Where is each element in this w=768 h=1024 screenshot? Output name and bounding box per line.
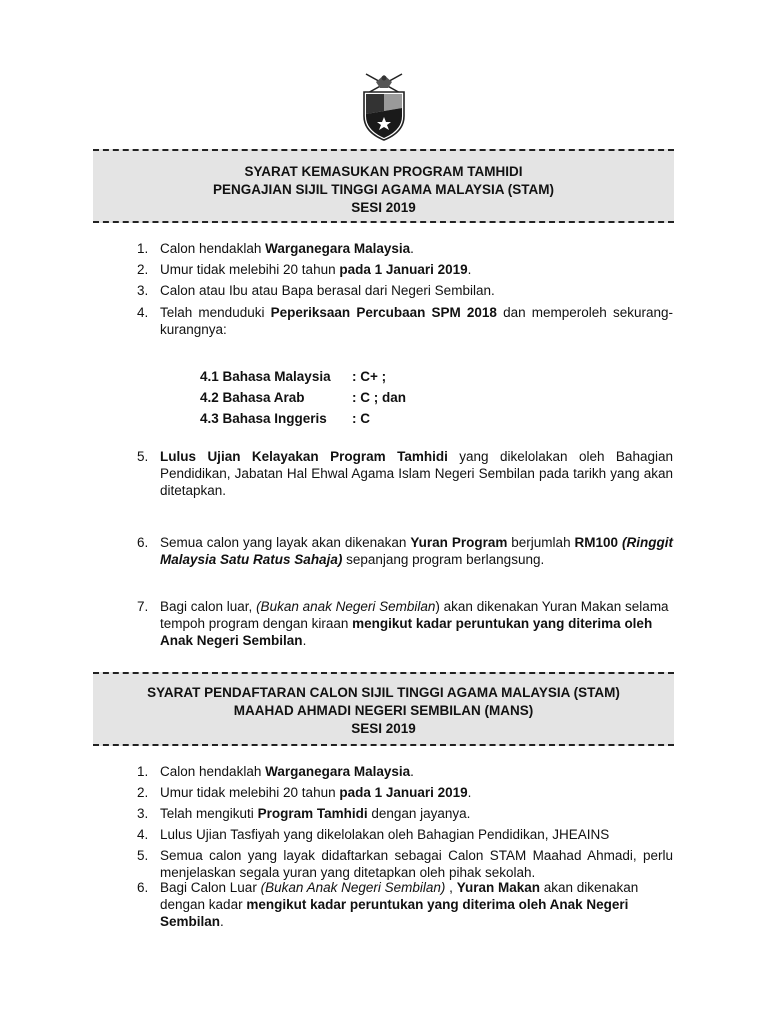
text-run: Calon atau Ibu atau Bapa berasal dari Negeri Sembilan. [160,283,495,298]
text-run: , [445,880,457,895]
section-2-header [93,672,674,746]
text-run: (Bukan Anak Negeri Sembilan) [260,880,446,895]
text-run: Calon hendaklah [160,241,266,256]
text-run: Yuran Program [410,535,508,550]
section-1-title-line: PENGAJIAN SIJIL TINGGI AGAMA MALAYSIA (STAM) [212,182,555,197]
list-item-text [160,805,673,822]
text-run: dan memperoleh sekurang-kurangnya: [160,305,673,337]
text-run: Telah menduduki [160,305,271,320]
state-crest-logo [358,70,410,142]
list-item-text [160,826,673,843]
text-run: Peperiksaan Percubaan SPM 2018 [270,305,497,320]
text-run: Bagi Calon Luar [160,880,261,895]
list-item-number: 3. [137,806,149,821]
list-item-text [160,847,673,881]
list-item-number: 4. [137,827,149,842]
text-run: Warganegara Malaysia [265,764,411,779]
text-run: Lulus Ujian Kelayakan Program Tamhidi [160,449,448,464]
text-run: RM100 [574,535,619,550]
subject-grade: : C [352,411,370,426]
list-item-number: 6. [137,880,149,895]
section-1-header [93,149,674,223]
subject-row [200,389,406,406]
section-1-title-line: SYARAT KEMASUKAN PROGRAM TAMHIDI [244,164,523,179]
list-item-text [160,448,673,499]
list-item-text [160,240,673,257]
text-run: mengikut kadar peruntukan yang diterima oleh Anak Negeri Sembilan [160,616,653,648]
text-run: Calon hendaklah [160,764,266,779]
section-2-title-line: SESI 2019 [351,721,416,736]
subject-label: 4.3 Bahasa Inggeris [200,411,327,426]
text-run: Bagi calon luar, [160,599,257,614]
text-run: mengikut kadar peruntukan yang diterima oleh Anak Negeri Sembilan [160,897,629,929]
text-run: . [467,262,472,277]
text-run: ) akan dikenakan Yuran Makan selama tempoh program dengan kiraan [160,599,669,631]
text-run: . [410,764,414,779]
text-run: . [220,914,224,929]
list-item-number: 1. [137,764,149,779]
text-run: Umur tidak melebihi 20 tahun [160,262,340,277]
subject-label: 4.2 Bahasa Arab [200,390,305,405]
list-item-number: 5. [137,449,149,464]
list-item-text [160,282,673,299]
subject-label: 4.1 Bahasa Malaysia [200,369,331,384]
text-run: Lulus Ujian Tasfiyah yang dikelolakan oleh Bahagian Pendidikan, JHEAINS [160,827,610,842]
section-2-title-line: MAAHAD AHMADI NEGERI SEMBILAN (MANS) [233,703,534,718]
text-run: . [410,241,414,256]
text-run: Semua calon yang layak didaftarkan sebagai Calon STAM Maahad Ahmadi, perlu menjelaskan segala yuran yang ditetapkan oleh pihak sekolah. [160,848,673,880]
text-run: (Bukan anak Negeri Sembilan [256,599,436,614]
text-run: yang dikelolakan oleh Bahagian Pendidikan, Jabatan Hal Ehwal Agama Islam Negeri Sembilan pada tarikh yang akan ditetapkan. [160,449,673,498]
list-item-number: 5. [137,848,149,863]
text-run: . [302,633,307,648]
list-item-number: 4. [137,305,149,320]
text-run: Semua calon yang layak akan dikenakan [160,535,411,550]
text-run: pada 1 Januari 2019 [339,785,468,800]
text-run: berjumlah [507,535,575,550]
list-item-text [160,534,673,568]
list-item-number: 2. [137,262,149,277]
list-item-number: 3. [137,283,149,298]
text-run: (Ringgit Malaysia Satu Ratus Sahaja) [160,535,673,567]
list-item-text [160,598,673,649]
text-run: sepanjang program berlangsung. [342,552,545,567]
list-item-number: 2. [137,785,149,800]
section-1-title-line: SESI 2019 [351,200,416,215]
list-item-text [160,304,673,338]
subject-row [200,410,370,427]
text-run: . [467,785,472,800]
list-item-text [160,784,673,801]
subject-grade: : C ; dan [352,390,406,405]
list-item-number: 1. [137,241,149,256]
list-item-number: 7. [137,599,149,614]
text-run: Telah mengikuti [160,806,258,821]
list-item-text [160,879,673,930]
list-item-text [160,261,673,278]
text-run: akan dikenakan dengan kadar [160,880,639,912]
list-item-number: 6. [137,535,149,550]
subject-row [200,368,386,385]
text-run: Program Tamhidi [257,806,368,821]
text-run: Umur tidak melebihi 20 tahun [160,785,340,800]
section-2-title-line: SYARAT PENDAFTARAN CALON SIJIL TINGGI AGAMA MALAYSIA (STAM) [147,685,620,700]
list-item-text [160,763,673,780]
text-run: Warganegara Malaysia [265,241,411,256]
text-run: Yuran Makan [456,880,540,895]
text-run: dengan jayanya. [367,806,471,821]
text-run: pada 1 Januari 2019 [339,262,468,277]
subject-grade: : C+ ; [352,369,387,384]
